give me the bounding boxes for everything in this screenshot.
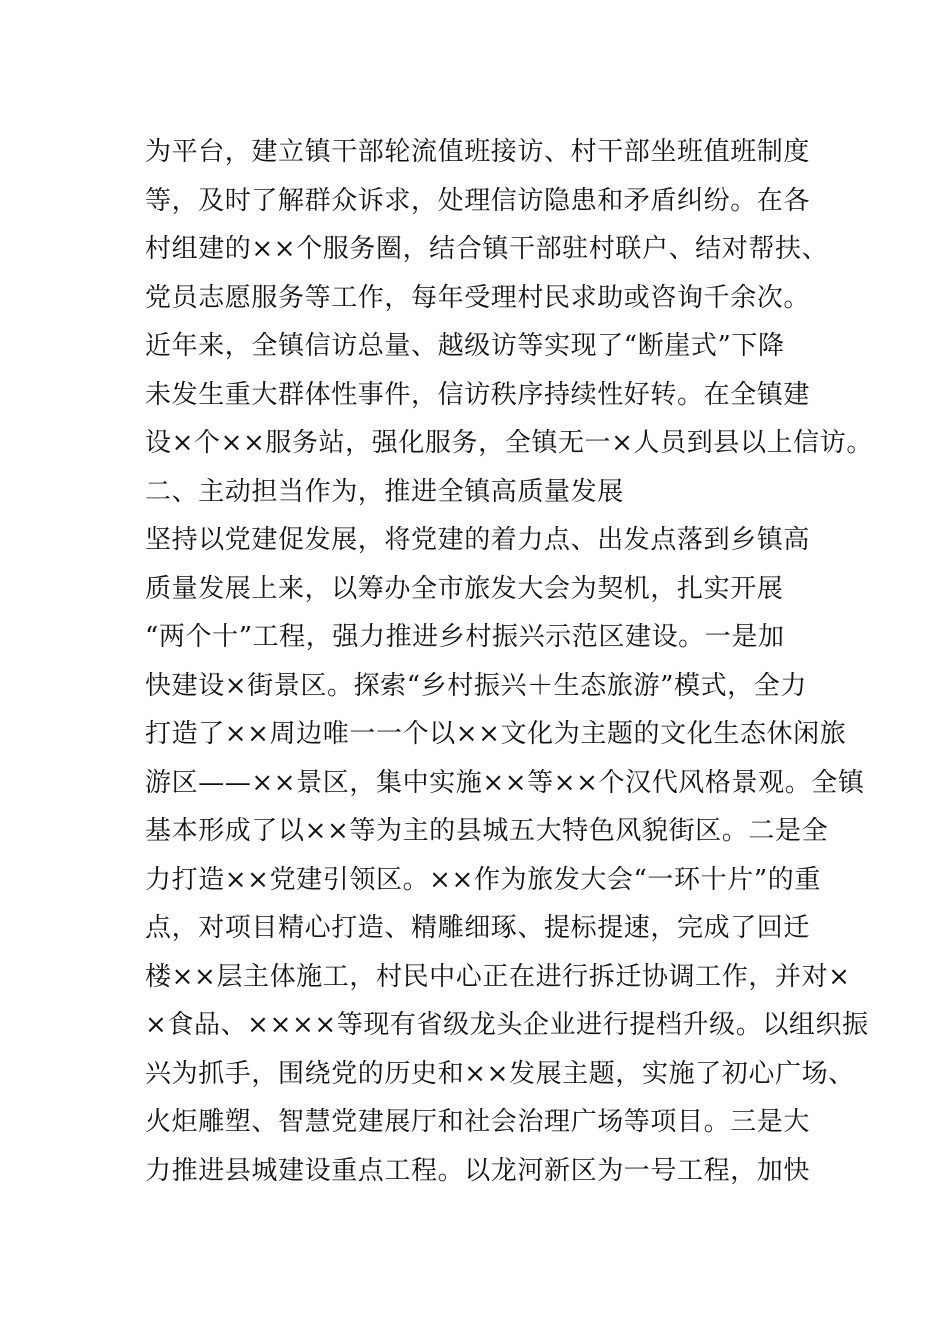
text-line: ×食品、××××等现有省级龙头企业进行提档升级。以组织振 [145,1010,869,1040]
text-line: 点，对项目精心打造、精雕细琢、提标提速，完成了回迁 [145,913,811,943]
text-line: 游区——××景区，集中实施××等××个汉代风格景观。全镇 [145,767,865,798]
section-heading: 二、主动担当作为，推进全镇高质量发展 [145,476,624,507]
text-line: 未发生重大群体性事件，信访秩序持续性好转。在全镇建 [145,379,811,410]
text-line: 火炬雕塑、智慧党建展厅和社会治理广场等项目。三是大 [145,1107,811,1137]
text-line: 村组建的××个服务圈，结合镇干部驻村联户、结对帮扶、 [145,234,829,264]
text-line: 党员志愿服务等工作，每年受理村民求助或咨询千余次。 [145,282,811,313]
text-line: 质量发展上来，以筹办全市旅发大会为契机，扎实开展 [145,573,784,604]
body-text [145,128,873,1195]
text-line: 打造了××周边唯一一个以××文化为主题的文化生态休闲旅 [145,719,847,749]
text-line: 近年来，全镇信访总量、越级访等实现了“断崖式”下降 [145,331,785,361]
text-line: 楼××层主体施工，村民中心正在进行拆迁协调工作，并对× [145,961,851,992]
text-line: 力打造××党建引领区。××作为旅发大会“一环十片”的重 [145,864,821,895]
text-line: 快建设×街景区。探索“乡村振兴＋生态旅游”模式，全力 [145,670,807,701]
text-line: 力推进县城建设重点工程。以龙河新区为一号工程，加快 [145,1155,811,1186]
text-line: 为平台，建立镇干部轮流值班接访、村干部坐班值班制度 [145,137,811,167]
text-line: 兴为抓手，围绕党的历史和××发展主题，实施了初心广场、 [145,1058,855,1089]
text-line: 坚持以党建促发展，将党建的着力点、出发点落到乡镇高 [145,525,811,555]
text-line: 等，及时了解群众诉求，处理信访隐患和矛盾纠纷。在各 [145,185,811,216]
text-line: 设×个××服务站，强化服务，全镇无一×人员到县以上信访。 [145,428,873,458]
text-line: 基本形成了以××等为主的县城五大特色风貌街区。二是全 [145,816,829,846]
text-line: “两个十”工程，强力推进乡村振兴示范区建设。一是加 [145,622,785,652]
